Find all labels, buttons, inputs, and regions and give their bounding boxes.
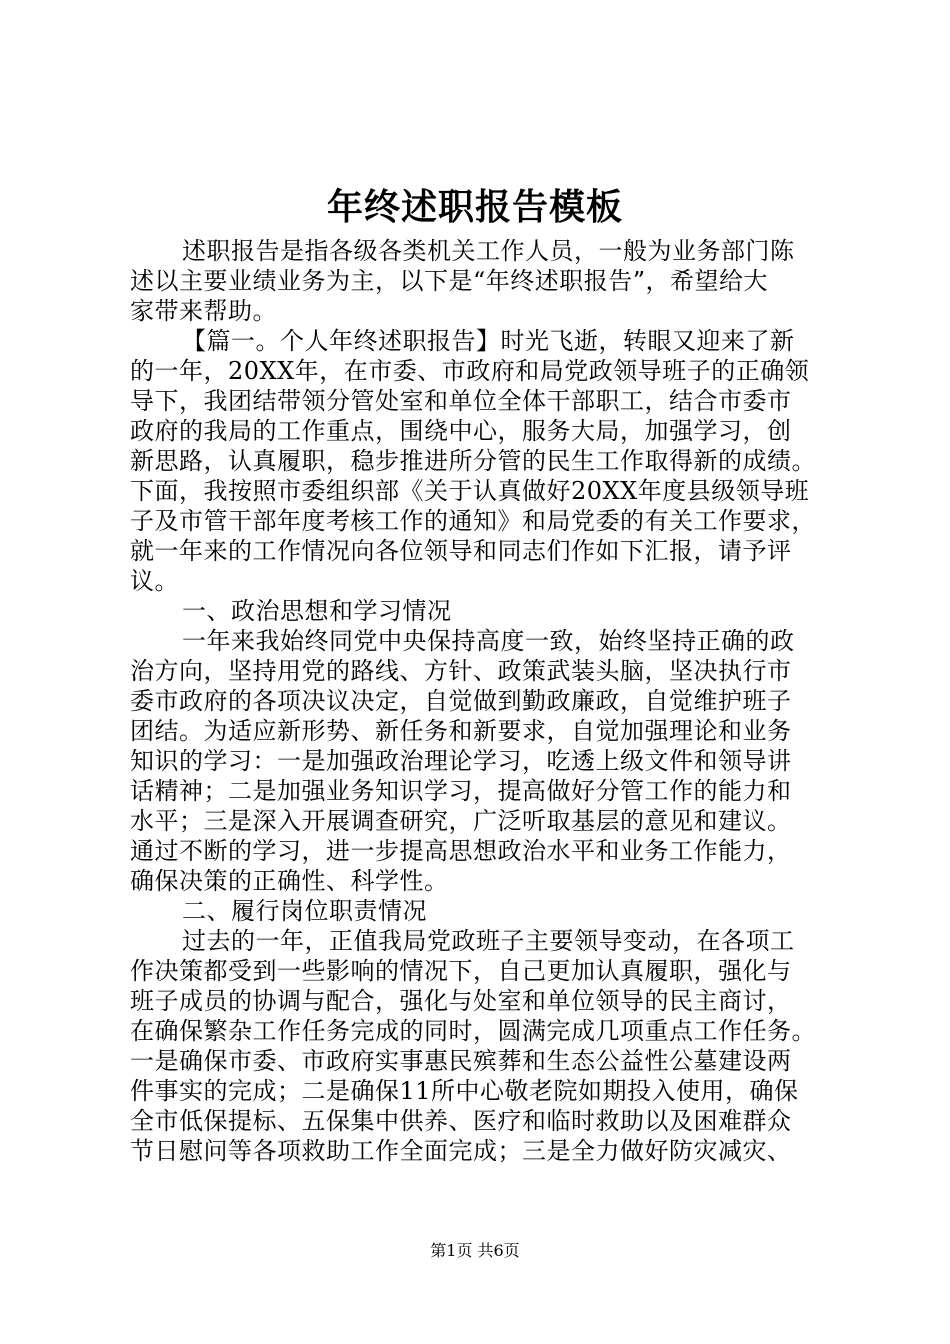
- text-line: 作决策都受到一些影响的情况下，自己更加认真履职，强化与: [130, 957, 792, 985]
- document-title: 年终述职报告模板: [326, 186, 623, 228]
- text-line: 子及市管干部年度考核工作的通知》和局党委的有关工作要求，: [130, 507, 816, 535]
- text-line: 件事实的完成；二是确保11所中心敬老院如期投入使用，确保: [130, 1077, 799, 1105]
- text-line: 新思路，认真履职，稳步推进所分管的民生工作取得新的成绩。: [130, 447, 816, 475]
- page-footer: 第1页 共6页: [430, 1241, 520, 1260]
- text-line: 团结。为适应新形势、新任务和新要求，自觉加强理论和业务: [130, 717, 792, 745]
- text-line: 确保决策的正确性、科学性。: [130, 867, 449, 895]
- text-line: 在确保繁杂工作任务完成的同时，圆满完成几项重点工作任务。: [130, 1017, 816, 1045]
- text-line: 【篇一。个人年终述职报告】时光飞逝，转眼又迎来了新: [182, 327, 795, 355]
- text-line: 述职报告是指各级各类机关工作人员，一般为业务部门陈: [182, 237, 795, 265]
- text-line: 导下，我团结带领分管处室和单位全体干部职工，结合市委市: [130, 387, 792, 415]
- text-line: 政府的我局的工作重点，围绕中心，服务大局，加强学习，创: [130, 417, 792, 445]
- text-line: 通过不断的学习，进一步提高思想政治水平和业务工作能力，: [130, 837, 792, 865]
- text-line: 一是确保市委、市政府实事惠民殡葬和生态公益性公墓建设两: [130, 1047, 792, 1075]
- text-line: 一年来我始终同党中央保持高度一致，始终坚持正确的政: [182, 627, 795, 655]
- text-line: 述以主要业绩业务为主，以下是“年终述职报告”，希望给大: [130, 267, 769, 295]
- text-line: 治方向，坚持用党的路线、方针、政策武装头脑，坚决执行市: [130, 657, 792, 685]
- text-line: 就一年来的工作情况向各位领导和同志们作如下汇报，请予评: [130, 537, 792, 565]
- text-line: 议。: [130, 567, 179, 595]
- text-line: 委市政府的各项决议决定，自觉做到勤政廉政，自觉维护班子: [130, 687, 792, 715]
- text-line: 的一年，20XX年，在市委、市政府和局党政领导班子的正确领: [130, 357, 810, 385]
- text-line: 水平；三是深入开展调查研究，广泛听取基层的意见和建议。: [130, 807, 792, 835]
- text-line: 下面，我按照市委组织部《关于认真做好20XX年度县级领导班: [130, 477, 810, 505]
- text-line: 一、政治思想和学习情况: [182, 597, 452, 625]
- text-line: 二、履行岗位职责情况: [182, 897, 427, 925]
- text-line: 过去的一年，正值我局党政班子主要领导变动，在各项工: [182, 927, 795, 955]
- text-line: 班子成员的协调与配合，强化与处室和单位领导的民主商讨，: [130, 987, 792, 1015]
- text-line: 节日慰问等各项救助工作全面完成；三是全力做好防灾减灾、: [130, 1137, 792, 1165]
- text-line: 话精神；二是加强业务知识学习，提高做好分管工作的能力和: [130, 777, 792, 805]
- text-line: 知识的学习：一是加强政治理论学习，吃透上级文件和领导讲: [130, 747, 792, 775]
- text-line: 全市低保提标、五保集中供养、医疗和临时救助以及困难群众: [130, 1107, 792, 1135]
- document-body: [130, 236, 830, 1166]
- text-line: 家带来帮助。: [130, 297, 277, 325]
